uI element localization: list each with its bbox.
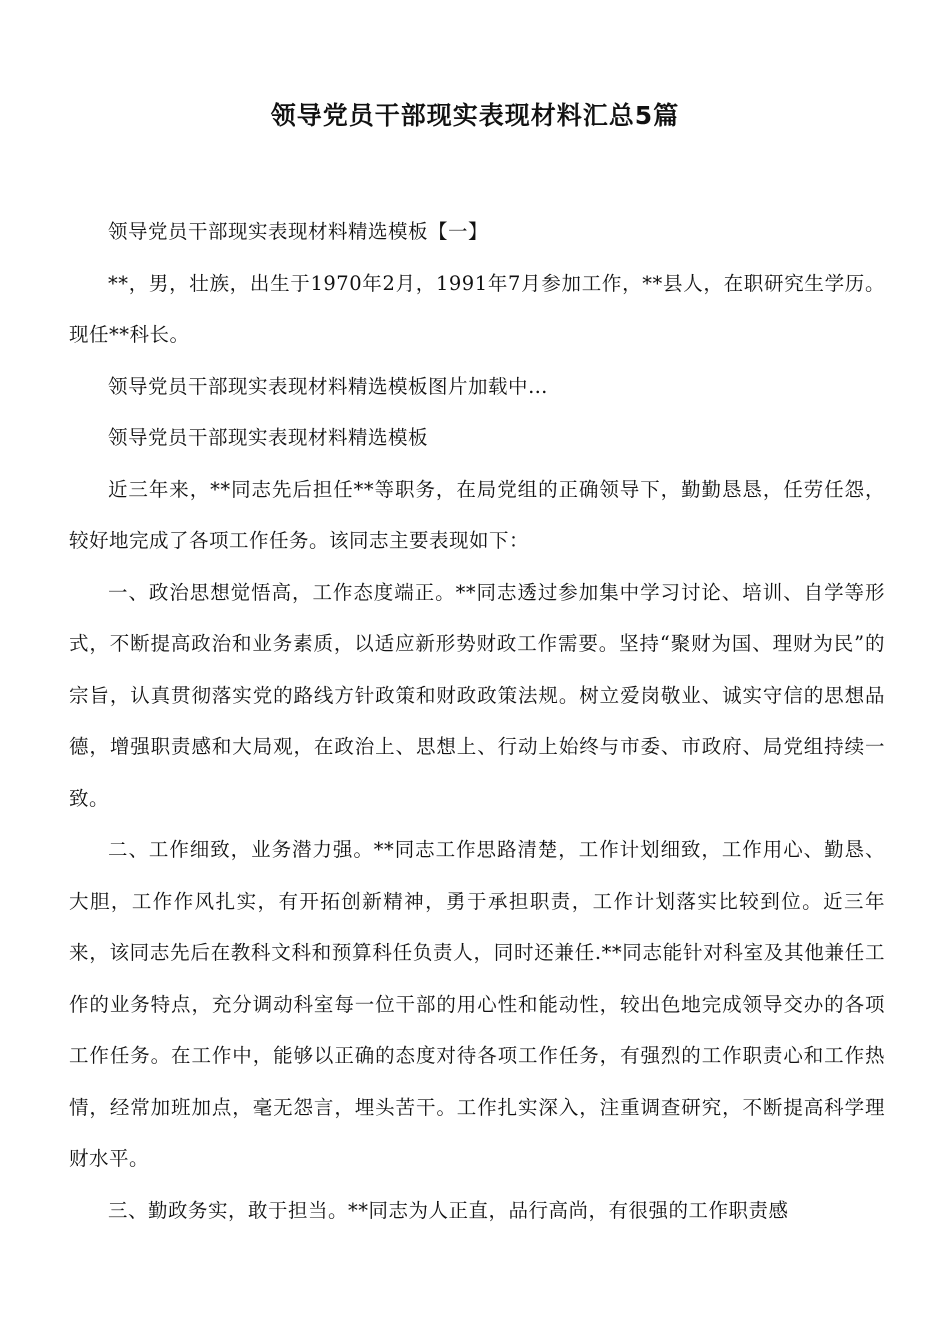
document-body [69, 206, 885, 1236]
paragraph-section-one: 一、政治思想觉悟高，工作态度端正。**同志透过参加集中学习讨论、培训、自学等形式，不断提高政治和业务素质，以适应新形势财政工作需要。坚持“聚财为国、理财为民”的宗旨，认真贯彻落实党的路线方针政策和财政政策法规。树立爱岗敬业、诚实守信的思想品德，增强职责感和大局观，在政治上、思想上、行动上始终与市委、市政府、局党组持续一致。 [69, 580, 885, 810]
paragraph-intro: 近三年来，**同志先后担任**等职务，在局党组的正确领导下，勤勤恳恳，任劳任怨，较好地完成了各项工作任务。该同志主要表现如下： [69, 477, 885, 552]
document-title: 领导党员干部现实表现材料汇总5篇 [270, 101, 680, 130]
paragraph-image-loading: 领导党员干部现实表现材料精选模板图片加载中… [108, 374, 549, 398]
paragraph-section-two: 二、工作细致，业务潜力强。**同志工作思路清楚，工作计划细致，工作用心、勤恳、大胆，工作作风扎实，有开拓创新精神，勇于承担职责，工作计划落实比较到位。近三年来，该同志先后在教科文科和预算科任负责人，同时还兼任.**同志能针对科室及其他兼任工作的业务特点，充分调动科室每一位干部的用心性和能动性，较出色地完成领导交办的各项工作任务。在工作中，能够以正确的态度对待各项工作任务，有强烈的工作职责心和工作热情，经常加班加点，毫无怨言，埋头苦干。工作扎实深入，注重调查研究，不断提高科学理财水平。 [69, 838, 885, 1170]
paragraph-template-heading: 领导党员干部现实表现材料精选模板【一】 [108, 220, 489, 243]
paragraph-template-subheading: 领导党员干部现实表现材料精选模板 [108, 426, 429, 449]
paragraph-personal-info: **，男，壮族，出生于1970年2月，1991年7月参加工作，**县人，在职研究生学历。现任**科长。 [69, 271, 885, 346]
paragraph-section-three: 三、勤政务实，敢于担当。**同志为人正直，品行高尚，有很强的工作职责感 [108, 1198, 789, 1222]
